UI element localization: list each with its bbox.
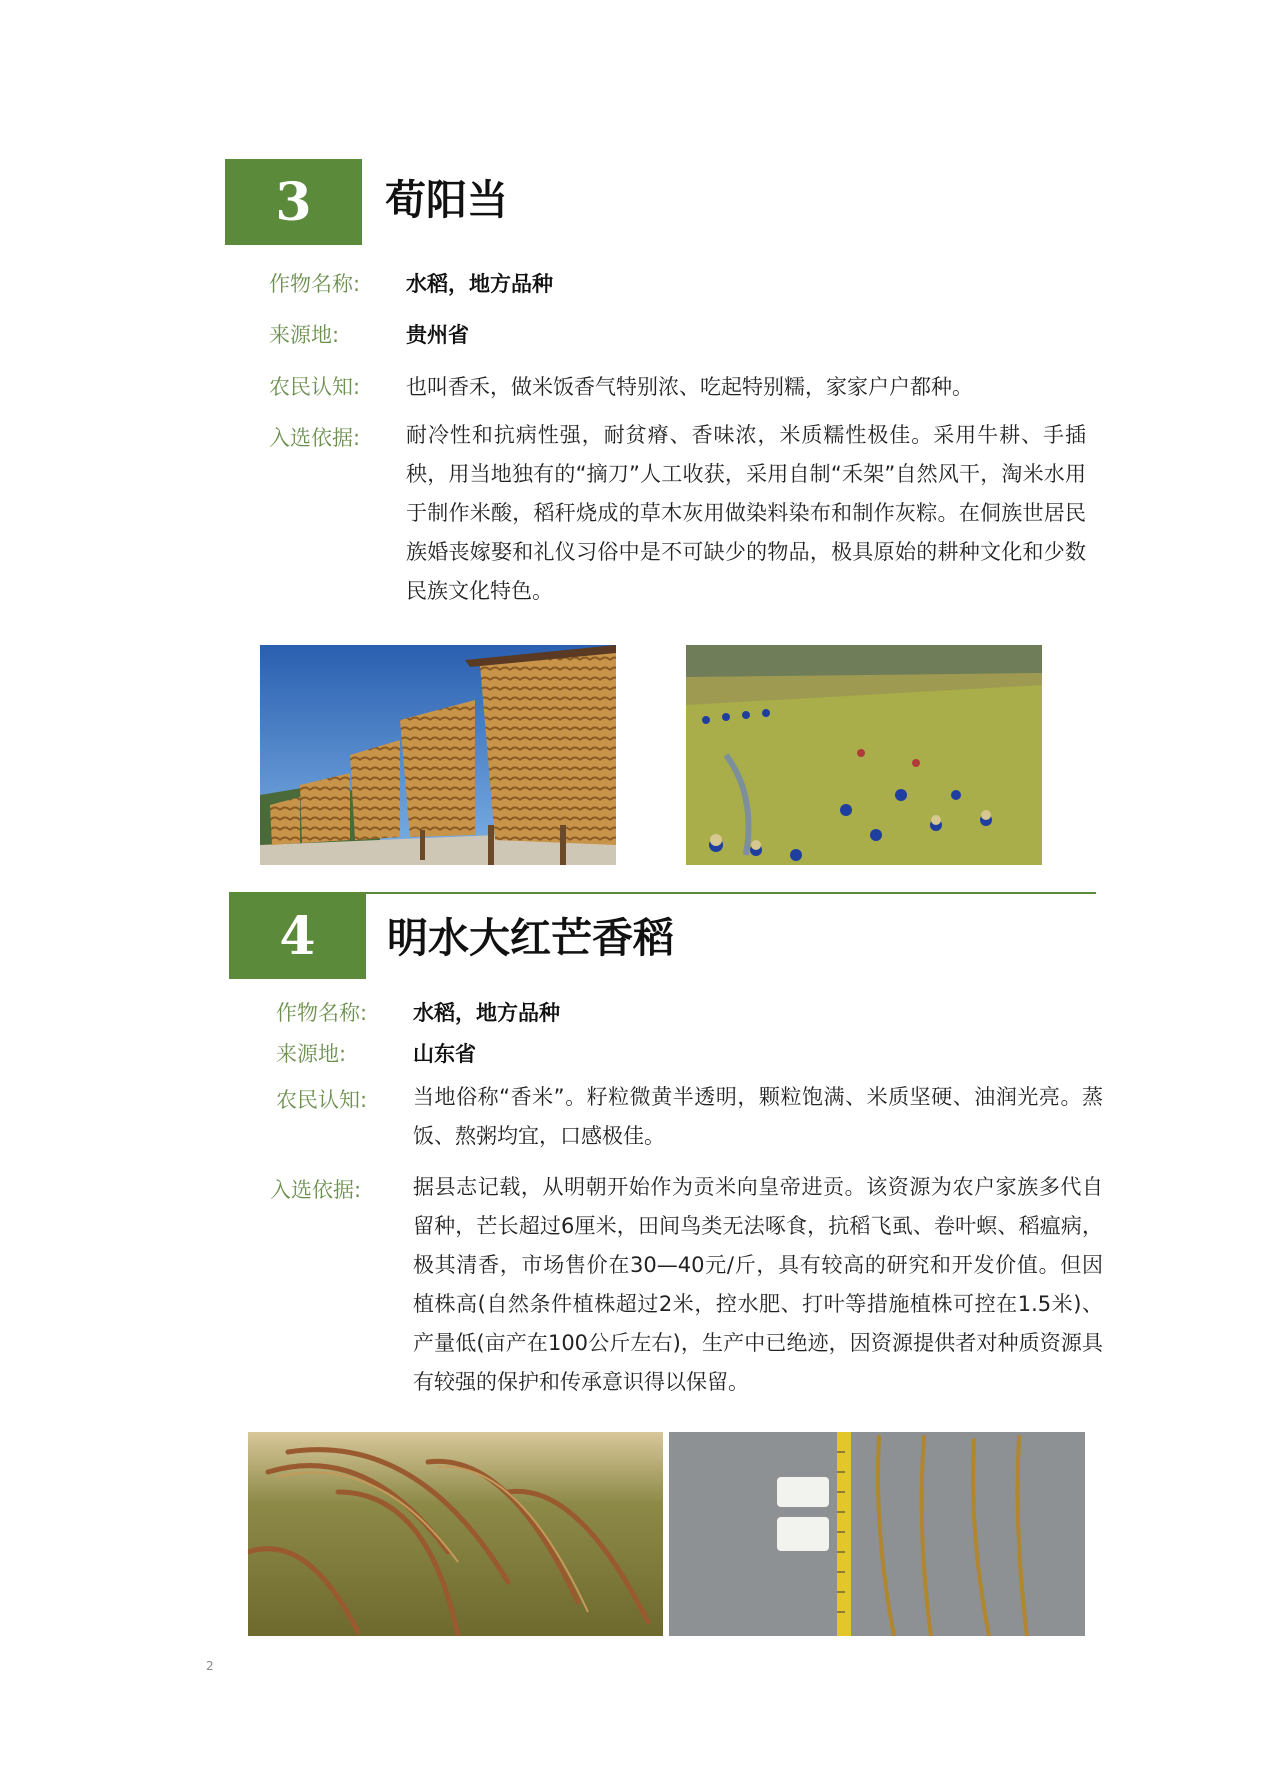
selection-basis-label: 入选依据:: [270, 1178, 362, 1202]
origin-value: 山东省: [413, 1042, 476, 1066]
section-3-farmer-row: [269, 371, 973, 401]
section-3-title: 荀阳当: [385, 176, 508, 224]
section-4-title: 明水大红芒香稻: [387, 914, 674, 962]
crop-name-label: 作物名称:: [269, 272, 361, 296]
farmer-knowledge-label: 农民认知:: [276, 1088, 368, 1112]
origin-label: 来源地:: [269, 323, 340, 347]
section-4-number-badge: 4: [229, 893, 366, 979]
rice-panicles-field-photo: [248, 1432, 663, 1636]
harvest-field-photo: [686, 645, 1042, 865]
rice-specimen-photo: [669, 1432, 1085, 1636]
section-4-farmer-row: [276, 1078, 1103, 1156]
farmer-knowledge-label: 农民认知:: [269, 375, 361, 399]
selection-basis-value: 据县志记载，从明朝开始作为贡米向皇帝进贡。该资源为农户家族多代自留种，芒长超过6厘米，田间鸟类无法啄食，抗稻飞虱、卷叶螟、稻瘟病，极其清香，市场售价在30—40元/斤，具有较高的研究和开发价值。但因植株高(自然条件植株超过2米，控水肥、打叶等措施植株可控在1.5米)、产量低(亩产在100公斤左右)，生产中已绝迹，因资源提供者对种质资源具有较强的保护和传承意识得以保留。: [413, 1175, 1103, 1394]
crop-name-value: 水稻，地方品种: [406, 272, 553, 296]
section-3-origin-row: [269, 319, 469, 349]
section-4-crop-row: [276, 997, 560, 1027]
section-4-origin-row: [276, 1038, 476, 1068]
crop-name-value: 水稻，地方品种: [413, 1001, 560, 1025]
selection-basis-value: 耐冷性和抗病性强，耐贫瘠、香味浓，米质糯性极佳。采用牛耕、手插秧，用当地独有的“摘刀”人工收获，采用自制“禾架”自然风干，淘米水用于制作米酸，稻秆烧成的草木灰用做染料染布和制作灰粽。在侗族世居民族婚丧嫁娶和礼仪习俗中是不可缺少的物品，极具原始的耕种文化和少数民族文化特色。: [406, 423, 1086, 603]
section-3-crop-row: [269, 268, 553, 298]
selection-basis-label: 入选依据:: [269, 426, 361, 450]
drying-racks-photo: [260, 645, 616, 865]
section-4-basis-row: [270, 1168, 1103, 1402]
farmer-knowledge-value: 当地俗称“香米”。籽粒微黄半透明，颗粒饱满、米质坚硬、油润光亮。蒸饭、熬粥均宜，口感极佳。: [413, 1085, 1103, 1148]
section-3-number-badge: 3: [225, 159, 362, 245]
origin-label: 来源地:: [276, 1042, 347, 1066]
origin-value: 贵州省: [406, 323, 469, 347]
page-number: 2: [206, 1659, 214, 1673]
crop-name-label: 作物名称:: [276, 1001, 368, 1025]
section-3-basis-row: [269, 416, 1086, 611]
farmer-knowledge-value: 也叫香禾，做米饭香气特别浓、吃起特别糯，家家户户都种。: [406, 375, 973, 399]
